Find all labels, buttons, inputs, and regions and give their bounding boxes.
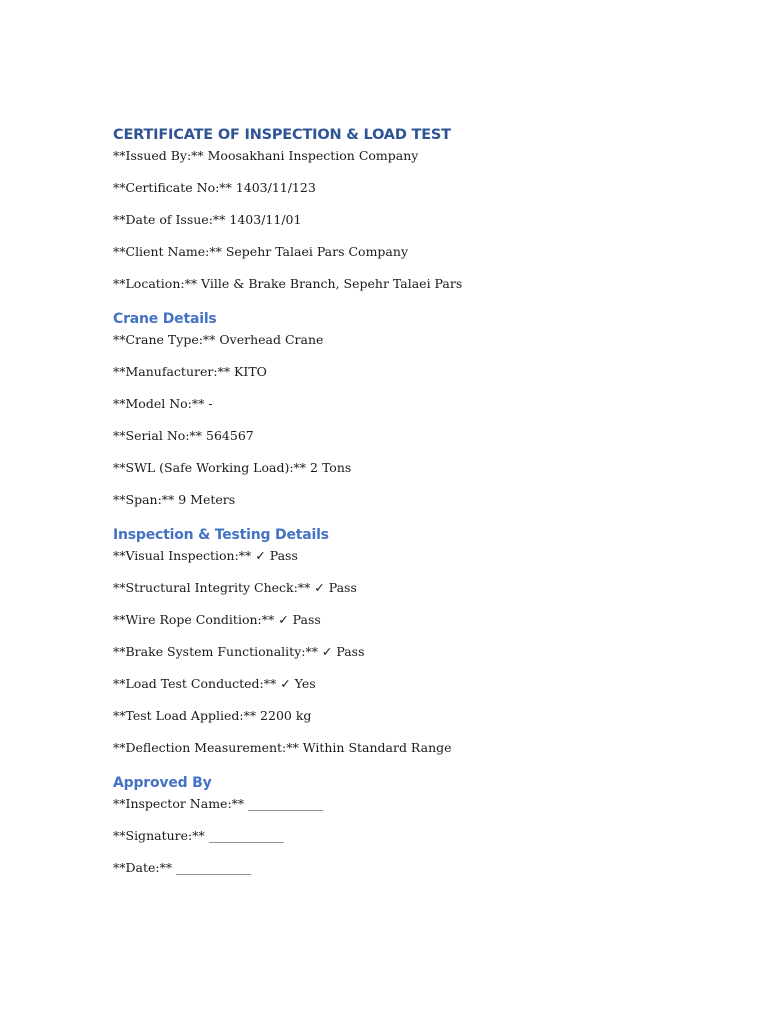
certificate-title: CERTIFICATE OF INSPECTION & LOAD TEST — [113, 127, 451, 143]
wire-rope-line: **Wire Rope Condition:** ✓ Pass — [113, 612, 321, 627]
brake-system-line: **Brake System Functionality:** ✓ Pass — [113, 644, 365, 659]
crane-details-heading: Crane Details — [113, 311, 217, 327]
swl-line: **SWL (Safe Working Load):** 2 Tons — [113, 460, 352, 475]
serial-number-line: **Serial No:** 564567 — [113, 428, 254, 443]
approval-date-line: **Date:** ____________ — [113, 860, 252, 875]
client-name-line: **Client Name:** Sepehr Talaei Pars Company — [113, 244, 409, 259]
span-line: **Span:** 9 Meters — [113, 492, 236, 507]
manufacturer-line: **Manufacturer:** KITO — [113, 364, 267, 379]
signature-line: **Signature:** ____________ — [113, 828, 284, 843]
document-body — [113, 124, 673, 878]
location-line: **Location:** Ville & Brake Branch, Sepehr Talaei Pars — [113, 276, 463, 291]
inspector-name-line: **Inspector Name:** ____________ — [113, 796, 324, 811]
visual-inspection-line: **Visual Inspection:** ✓ Pass — [113, 548, 298, 563]
certificate-number-line: **Certificate No:** 1403/11/123 — [113, 180, 316, 195]
issued-by-line: **Issued By:** Moosakhani Inspection Company — [113, 148, 419, 163]
model-number-line: **Model No:** - — [113, 396, 213, 411]
inspection-details-heading: Inspection & Testing Details — [113, 527, 329, 543]
date-of-issue-line: **Date of Issue:** 1403/11/01 — [113, 212, 302, 227]
deflection-line: **Deflection Measurement:** Within Standard Range — [113, 740, 452, 755]
structural-integrity-line: **Structural Integrity Check:** ✓ Pass — [113, 580, 357, 595]
load-test-line: **Load Test Conducted:** ✓ Yes — [113, 676, 316, 691]
approved-by-heading: Approved By — [113, 775, 212, 791]
test-load-line: **Test Load Applied:** 2200 kg — [113, 708, 312, 723]
crane-type-line: **Crane Type:** Overhead Crane — [113, 332, 324, 347]
